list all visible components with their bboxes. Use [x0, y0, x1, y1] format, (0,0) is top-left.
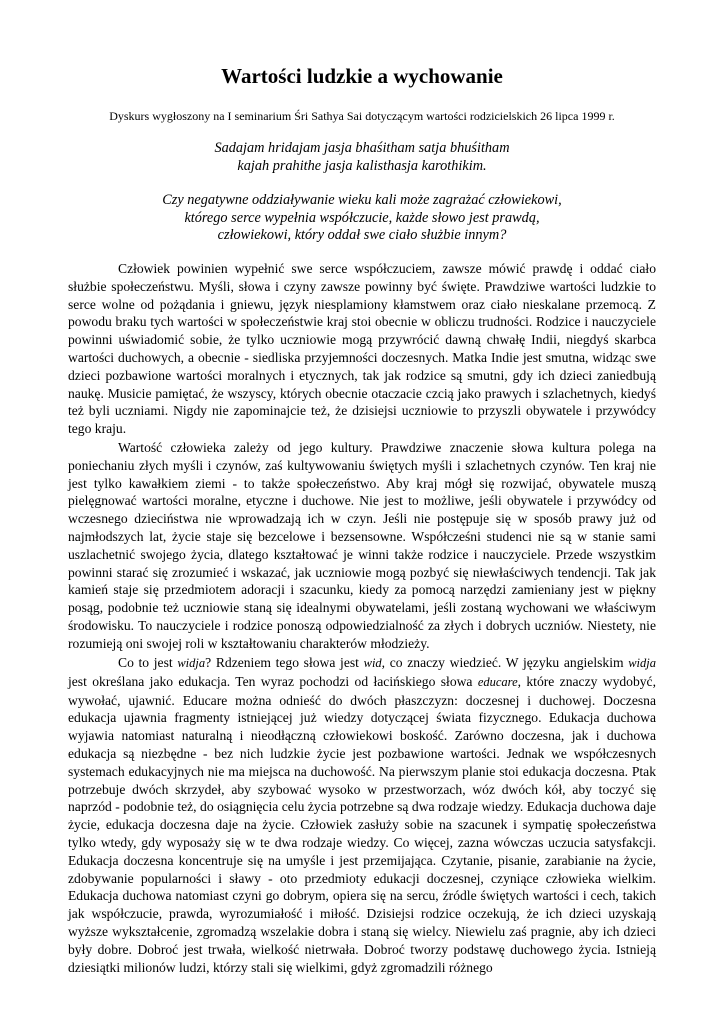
paragraph-3	[68, 654, 656, 976]
term-wid: wid	[363, 656, 382, 670]
paragraph-2: Wartość człowieka zależy od jego kultury. Prawdziwe znaczenie słowa kultura polega na poniechaniu złych myśli i czynów, zaś kultywowaniu świętych myśli i szlachetnych czynów. Ten kraj nie jest tylko kawałkiem ziemi - to także społeczeństwo. Aby kraj mógł się rozwijać, obywatele muszą pielęgnować wartości moralne, etyczne i duchowe. Nie jest to możliwe, jeśli obywatele i przywódcy od wczesnego dzieciństwa nie wprowadzają ich w czyn. Jeśli nie postępuje się w sposób prawy już od najmłodszych lat, życie staje się bezcelowe i bezsensowne. Współcześni studenci nie są w stanie sami uszlachetnić swojego życia, dlatego kształtować je winni także rodzice i nauczyciele. Przede wszystkim powinni starać się zrozumieć i wskazać, jak uczniowie mogą pozbyć się niewłaściwych tendencji. Tak jak kamień staje się przedmiotem adoracji i szacunku, kiedy za pomocą narzędzi zamieniany jest w piękny posąg, podobnie też uczniowie staną się idealnymi obywatelami, jeśli zostaną wychowani we właściwym środowisku. To nauczyciele i rodzice ponoszą odpowiedzialność za złych i dobrych uczniów. Niestety, nie rozumieją oni swojej roli w kształtowaniu charakterów młodzieży.	[68, 440, 656, 651]
verse-line: Sadajam hridajam jasja bhaśitham satja bhuśitham	[214, 140, 510, 156]
page-title: Wartości ludzkie a wychowanie	[221, 64, 503, 88]
text-run: Co to jest	[118, 655, 178, 670]
subtitle: Dyskurs wygłoszony na I seminarium Śri Sathya Sai dotyczącym wartości rodzicielskich 26 lipca 1999 r.	[109, 109, 615, 123]
term-widja: widja	[628, 656, 657, 670]
verse-line: którego serce wypełnia współczucie, każde słowo jest prawdą,	[184, 209, 540, 226]
verse-line: człowiekowi, który oddał swe ciało służbie innym?	[217, 227, 507, 243]
sanskrit-verse	[60, 140, 664, 175]
verse-translation	[60, 192, 664, 245]
term-educare: educare	[477, 674, 518, 689]
text-run: ? Rdzeniem tego słowa jest	[205, 655, 364, 670]
term-widja: widja	[177, 656, 206, 670]
paragraph-1: Człowiek powinien wypełnić swe serce współczuciem, zawsze mówić prawdę i oddać ciało służbie społeczeństwu. Myśli, słowa i czyny zawsze powinny być święte. Prawdziwe wartości ludzkie to serce wolne od pożądania i gniewu, język niesplamiony kłamstwem oraz ciało nieskalane przemocą. Z powodu braku tych wartości w społeczeństwie kraj stoi obecnie w obliczu trudności. Rodzice i nauczyciele powinni uświadomić sobie, że tylko uczniowie mogą przywrócić dawną chwałę Indii, niegdyś skarbca wartości duchowych, a obecnie - siedliska przyjemności doczesnych. Matka Indie jest smutna, widząc swe dzieci pozbawione wartości moralnych i etycznych, tak jak rodzice są smutni, gdy ich dzieci zaniedbują naukę. Musicie pamiętać, że wszyscy, których obecnie otaczacie czcią jako prawych i szlachetnych, kiedyś też byli uczniami. Nigdy nie zapominajcie też, że dzisiejsi uczniowie to przyszli obywatele i przywódcy tego kraju.	[68, 261, 656, 437]
text-run: , które znaczy wydobyć, wywołać, ujawnić. Educare można odnieść do dwóch płaszczyzn: doczesnej i duchowej. Doczesna edukacja ujawnia fragmenty istniejącej już wiedzy dotyczącej świata fizycznego. Edukacja duchowa wyjawia natomiast naturalną i nieodłączną człowiekowi boskość. Zarówno doczesna, jak i duchowa edukacja są niezbędne - bez nich ludzkie życie jest pozbawione wartości. Jednak we współczesnych systemach edukacyjnych nie ma miejsca na duchowość. Na pierwszym planie stoi edukacja doczesna. Ptak potrzebuje dwóch skrzydeł, aby szybować wysoko w przestworzach, wóz dwóch kół, aby toczyć się naprzód - podobnie też, do osiągnięcia celu życia potrzebne są dwa rodzaje wiedzy. Edukacja duchowa daje życie, edukacja doczesna daje na życie. Człowiek zasłuży sobie na szacunek i sympatię społeczeństwa tylko wtedy, gdy wyposaży się w te dwa rodzaje wiedzy. Co więcej, zazna wówczas uczucia satysfakcji. Edukacja doczesna koncentruje się na umyśle i jest przemijająca. Czytanie, pisanie, zarabianie na życie, zdobywanie popularności i sławy - oto przedmioty edukacji doczesnej, czyniące człowieka wielkim. Edukacja duchowa natomiast czyni go dobrym, opiera się na sercu, źródle świętych wartości i cech, takich jak współczucie, prawda, wyrozumiałość i miłość. Dzisiejsi rodzice oczekują, że ich dzieci uzyskają wyższe wykształcenie, zgromadzą wszelakie dobra i staną się wielcy. Niewielu zaś pragnie, aby ich dzieci były dobre. Dobroć jest trwała, wielkość nietrwała. Dobroć tworzy podstawę duchowego życia. Istnieją dziesiątki milionów ludzi, którzy stali się wielkimi, gdyż zgromadzili różnego	[68, 673, 656, 975]
verse-line: kajah prahithe jasja kalisthasja karothikim.	[237, 157, 487, 174]
verse-line: Czy negatywne oddziaływanie wieku kali może zagrażać człowiekowi,	[162, 192, 562, 208]
text-run: , co znaczy wiedzieć. W języku angielskim	[381, 655, 629, 670]
text-run: jest określana jako edukacja. Ten wyraz pochodzi od łacińskiego słowa	[68, 673, 478, 689]
